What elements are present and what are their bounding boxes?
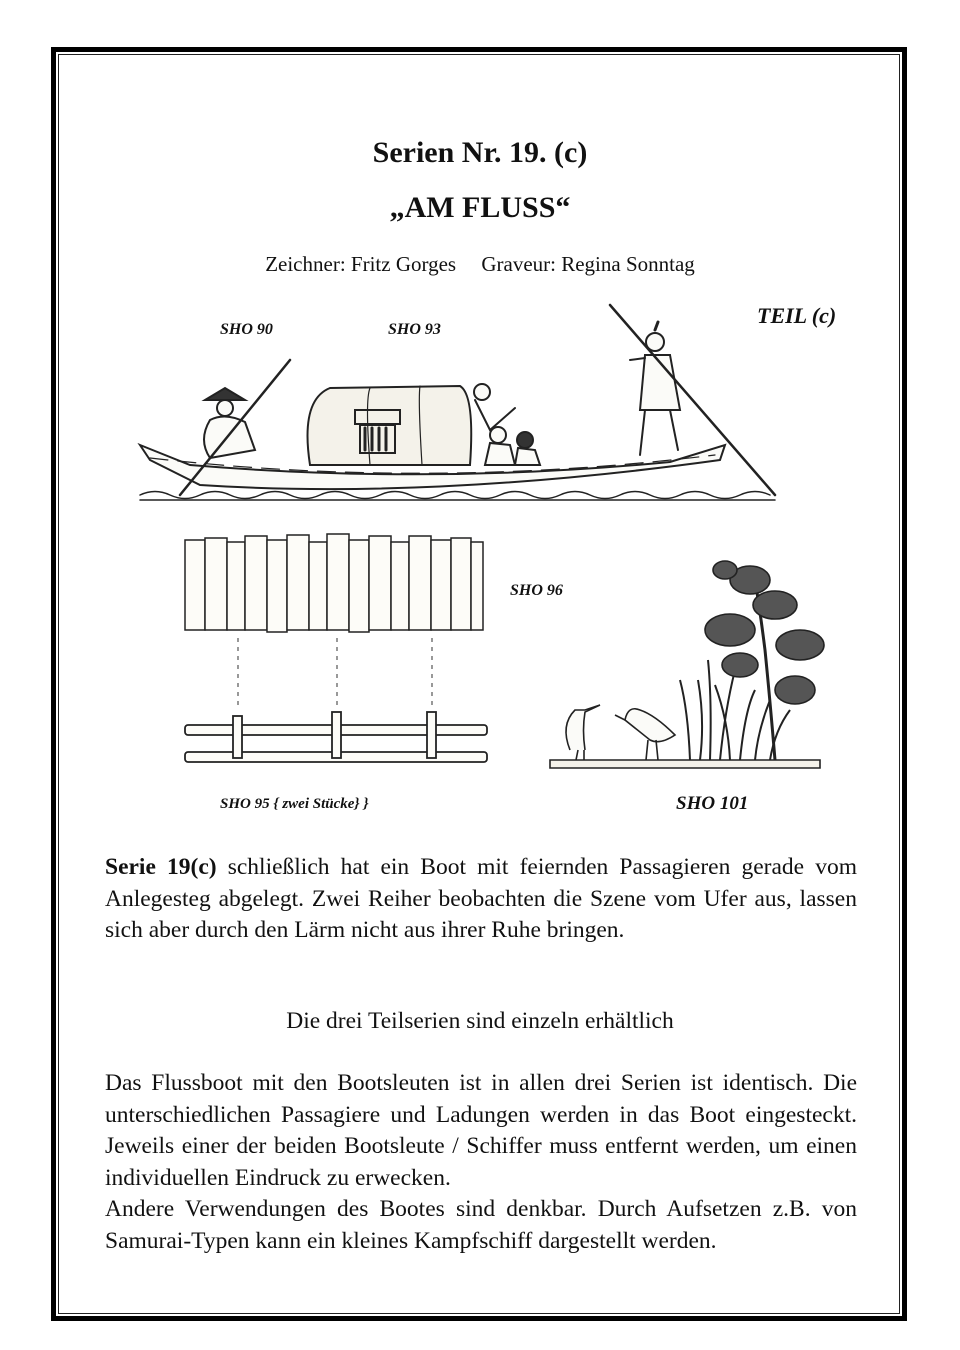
usage-text-1: Das Flussboot mit den Bootsleuten ist in allen drei Serien ist identisch. Die unterschiedlichen Passagiere und Ladungen werden in das Boot eingesteckt. Jeweils einer der beiden Bootsleute / Schiffer muss entfernt werden, um einen individuellen Eindruck zu erwecken. xyxy=(105,1070,857,1191)
fence-illustration xyxy=(180,530,500,770)
drawer-credit: Zeichner: Fritz Gorges xyxy=(265,252,457,276)
label-sho93: SHO 93 xyxy=(388,321,441,338)
boat-illustration xyxy=(130,300,790,510)
engraver-credit: Graveur: Regina Sonntag xyxy=(481,252,695,276)
description-text: schließlich hat ein Boot mit feiernden Passagieren gerade vom Anlegesteg abgelegt. Zwei Reiher beobachten die Szene vom Ufer aus, lassen sich aber durch den Lärm nicht aus ihrer Ruhe bringen. xyxy=(105,854,857,943)
label-sho96: SHO 96 xyxy=(510,582,563,599)
description-paragraph xyxy=(105,852,857,947)
series-name: Serie 19(c) xyxy=(105,854,217,880)
series-subtitle: „AM FLUSS“ xyxy=(389,191,571,224)
shore-illustration xyxy=(540,550,830,770)
label-sho101: SHO 101 xyxy=(676,793,749,814)
usage-paragraph xyxy=(105,1068,857,1257)
credits xyxy=(0,252,960,277)
label-teil: TEIL (c) xyxy=(757,303,837,328)
availability-note: Die drei Teilserien sind einzeln erhältlich xyxy=(286,1008,674,1034)
usage-text-2: Andere Verwendungen des Bootes sind denkbar. Durch Aufsetzen z.B. von Samurai-Typen kann ein kleines Kampfschiff dargestellt werden. xyxy=(105,1196,857,1254)
series-title: Serien Nr. 19. (c) xyxy=(372,136,588,169)
label-sho90: SHO 90 xyxy=(220,321,273,338)
label-sho95: SHO 95 { zwei Stücke} } xyxy=(220,796,369,812)
